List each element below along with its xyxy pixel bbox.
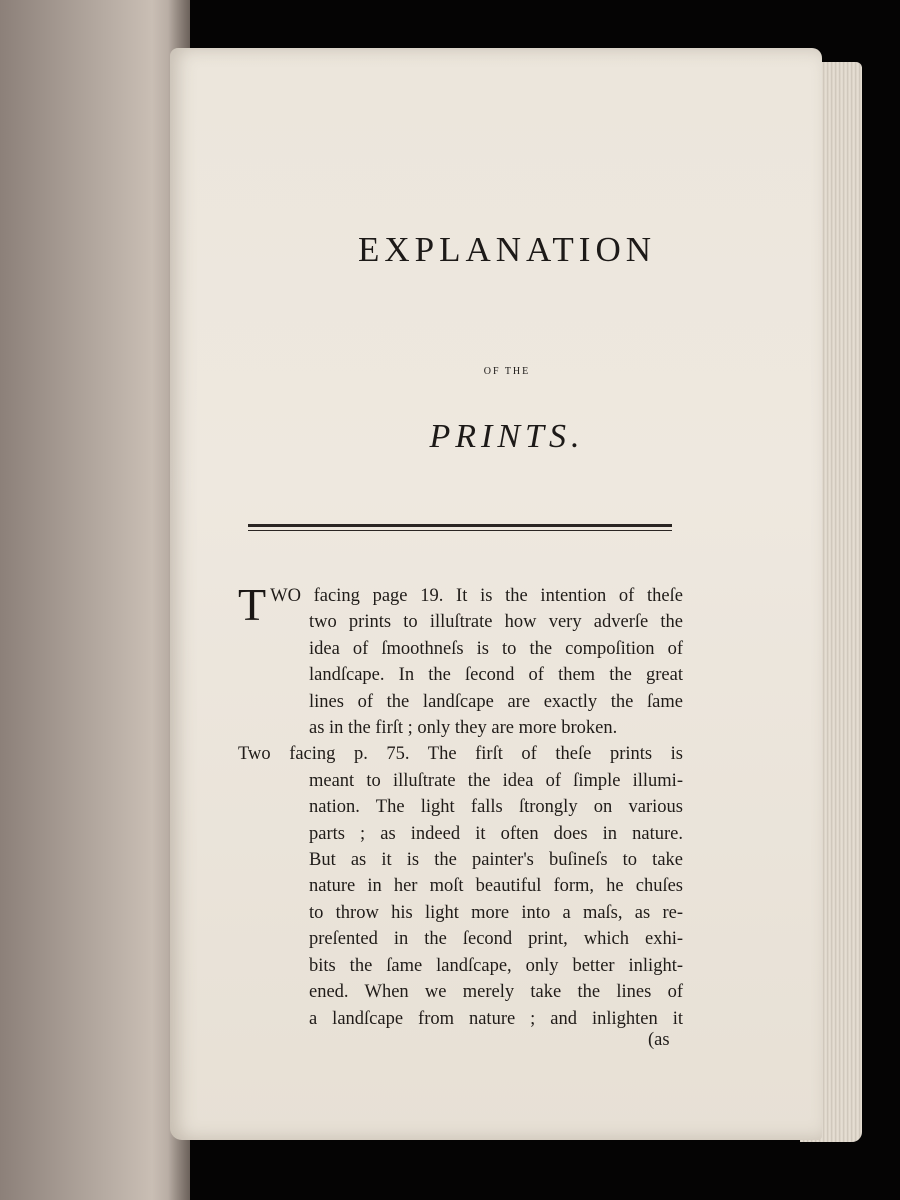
page-subtitle: PRINTS.	[429, 418, 585, 455]
drop-cap: T	[238, 579, 267, 630]
heading-rule-thick	[248, 524, 672, 527]
heading-rule-thin	[248, 530, 672, 531]
text-line: But as it is the painter's buſineſs to take	[309, 850, 683, 871]
catchword: (as	[648, 1030, 670, 1050]
body-text	[238, 579, 683, 1032]
text-line: lines of the landſcape are exactly the ſame	[309, 691, 683, 712]
text-line: parts ; as indeed it often does in nature.	[309, 823, 683, 844]
facing-left-page	[0, 0, 190, 1200]
text-line: as in the firſt ; only they are more broken.	[309, 718, 618, 739]
text-line: nature in her moſt beautiful form, he chuſes	[309, 876, 683, 897]
page-title: EXPLANATION	[357, 230, 657, 269]
text-line: nation. The light falls ſtrongly on various	[309, 797, 683, 818]
text-line: WO facing page 19. It is the intention of theſe	[270, 586, 683, 606]
entry-second-prints	[238, 741, 683, 1031]
text-line: meant to illuſtrate the idea of ſimple illumi-	[309, 770, 683, 791]
title-connector: OF THE	[483, 366, 531, 377]
text-line: landſcape. In the ſecond of them the great	[309, 665, 683, 686]
entry-first-prints	[238, 579, 683, 741]
text-line: Two facing p. 75. The firſt of theſe prints is	[238, 744, 683, 765]
text-line: to throw his light more into a maſs, as re-	[309, 902, 683, 923]
text-line: preſented in the ſecond print, which exhi-	[309, 929, 683, 950]
text-line: a landſcape from nature ; and inlighten it	[309, 1008, 683, 1029]
text-line: ened. When we merely take the lines of	[309, 982, 683, 1003]
book-page	[170, 48, 822, 1140]
text-line: bits the ſame landſcape, only better inlight-	[309, 955, 683, 976]
text-line: two prints to illuſtrate how very adverſe the	[309, 612, 683, 633]
text-line: idea of ſmoothneſs is to the compoſition of	[309, 638, 683, 659]
